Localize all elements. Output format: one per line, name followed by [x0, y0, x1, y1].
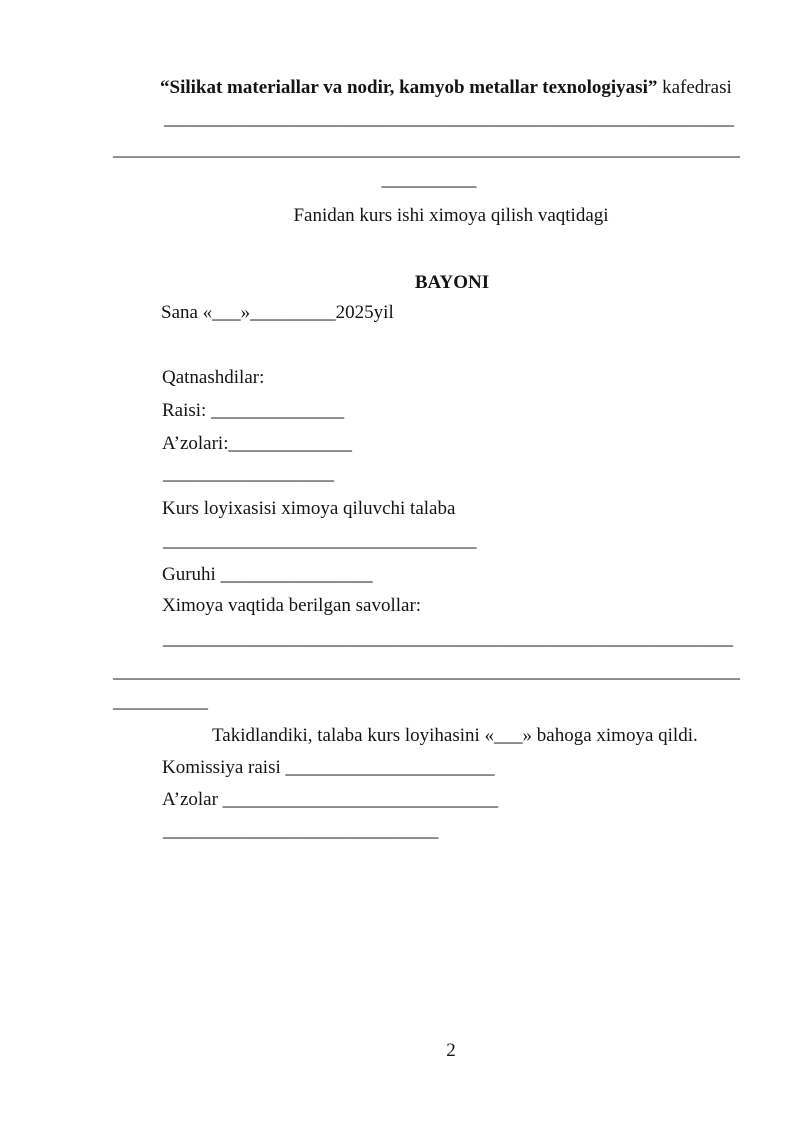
group-line: Guruhi ________________: [162, 564, 373, 585]
separator-blank-line: __________________________________________________________________: [113, 661, 740, 682]
members-blank-line: __________________: [163, 463, 334, 484]
page-number: 2: [446, 1040, 456, 1061]
commission-chair-line: Komissiya raisi ______________________: [162, 757, 495, 778]
date-line: Sana «___»_________2025yil: [161, 302, 394, 323]
student-intro-line: Kurs loyixasisi ximoya qiluvchi talaba: [162, 498, 456, 519]
members-line: A’zolari:_____________: [162, 433, 352, 454]
chairman-line: Raisi: ______________: [162, 400, 345, 421]
commission-members-line: A’zolar _____________________________: [162, 789, 499, 810]
blank-line-full-width: __________________________________________________________________: [113, 139, 740, 160]
conclusion-line: Takidlandiki, talaba kurs loyihasini «___» bahoga ximoya qildi.: [212, 725, 698, 746]
blank-line-under-header: ____________________________________________________________: [164, 108, 734, 129]
questions-label: Ximoya vaqtida berilgan savollar:: [162, 595, 422, 616]
short-left-blank-line: __________: [113, 691, 208, 712]
blank-line-centered: __________: [381, 169, 477, 190]
attendees-label: Qatnashdilar:: [162, 367, 265, 388]
protocol-title: BAYONI: [414, 272, 490, 293]
department-name: “Silikat materiallar va nodir, kamyob metallar texnologiyasi”: [160, 77, 658, 98]
questions-blank-line: ____________________________________________________________: [163, 628, 733, 649]
final-blank-line: _____________________________: [163, 820, 439, 841]
student-name-blank-line: _________________________________: [163, 530, 477, 551]
protocol-subtitle: Fanidan kurs ishi ximoya qilish vaqtidagi: [293, 205, 609, 226]
department-header: [160, 77, 732, 99]
department-suffix: kafedrasi: [657, 77, 732, 98]
